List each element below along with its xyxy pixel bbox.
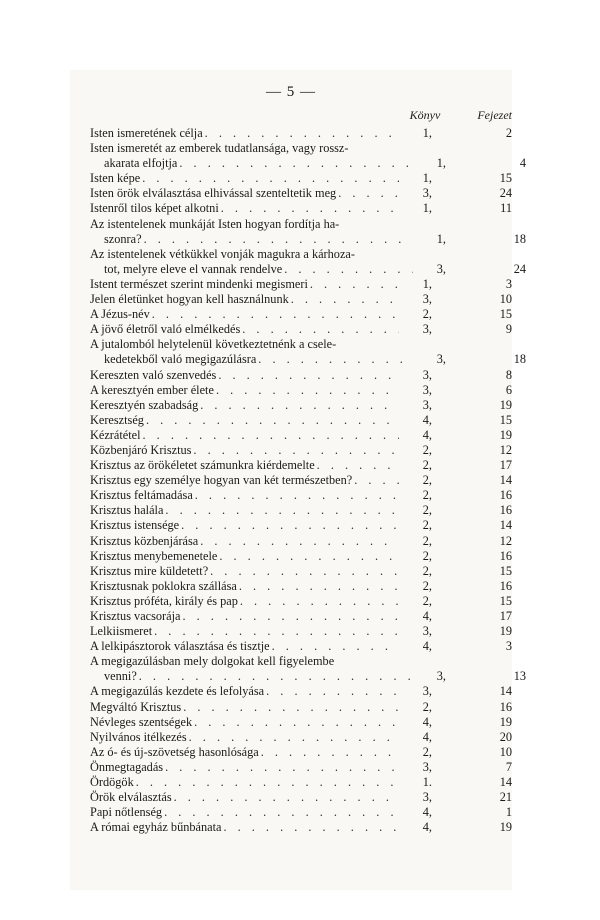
dot-leaders [242,322,399,337]
entry-book: 3, [436,669,446,684]
entry-title-line [90,292,512,307]
index-entry [90,126,512,141]
dot-leaders [291,292,399,307]
index-entry [90,413,512,428]
entry-title-line [90,126,512,141]
entry-chapter: 16 [499,488,512,503]
entry-title: Névleges szentségek [90,714,193,729]
entry-title: Lelkiismeret [90,624,153,639]
entry-title-line [90,428,512,443]
entry-book: 4, [422,427,432,442]
dot-leaders [354,473,399,488]
entry-chapter: 19 [499,714,512,729]
entry-title-line [90,715,512,730]
entry-title: Nyilvános itélkezés [90,729,187,744]
entry-chapter: 3 [505,639,512,654]
entry-book: 2, [422,458,432,473]
dot-leaders [239,579,399,594]
entry-title-line [90,383,512,398]
index-entry [90,715,512,730]
entry-book: 4, [422,412,432,427]
index-entry [90,473,512,488]
index-entry [90,775,512,790]
entry-title-line [90,700,512,715]
entry-chapter: 15 [499,412,512,427]
entry-title-line [90,171,512,186]
entry-title: Krisztus menybemenetele [90,548,218,563]
entry-chapter: 19 [499,427,512,442]
entry-title: Isten örök elválasztása elhivással szenteltetik meg [90,186,337,201]
entry-chapter: 19 [499,397,512,412]
index-entry [90,534,512,549]
index-entry [90,186,512,201]
entry-title: Krisztus istensége [90,518,180,533]
entry-book: 2, [422,744,432,759]
entry-title: Kereszten való szenvedés [90,367,217,382]
entry-title: tot, melyre eleve el vannak rendelve [104,261,283,276]
entry-chapter: 18 [513,231,526,246]
entry-book: 2, [422,307,432,322]
index-entry [90,503,512,518]
entry-title-continuation [90,156,526,171]
dot-leaders [152,307,399,322]
entry-title: Keresztség [90,412,144,427]
index-list [90,126,526,835]
index-entry [90,609,512,624]
entry-title-continuation [90,262,526,277]
entry-chapter: 15 [499,171,512,186]
entry-chapter: 21 [499,790,512,805]
entry-title-line [90,307,512,322]
entry-book: 4, [422,729,432,744]
entry-title-line [90,609,512,624]
entry-title: Isten képe [90,171,141,186]
entry-title: A keresztyén ember élete [90,382,214,397]
dot-leaders [218,368,399,383]
entry-book: 3, [436,261,446,276]
entry-book: 3, [422,367,432,382]
entry-title-line [90,473,512,488]
entry-title-line [90,247,512,262]
entry-chapter: 16 [499,548,512,563]
entry-title-line [90,398,512,413]
entry-book: 2, [422,533,432,548]
index-entry [90,292,512,307]
dot-leaders [193,443,399,458]
entry-chapter: 14 [499,775,512,790]
entry-book: 4, [422,805,432,820]
entry-title-line [90,217,512,232]
entry-title: Isten ismeretének célja [90,126,203,140]
entry-title-line [90,730,512,745]
entry-chapter: 16 [499,699,512,714]
entry-title: Krisztus egy személye hogyan van két természetben? [90,473,353,488]
dot-leaders [165,503,399,518]
dot-leaders [317,458,399,473]
entry-title-line [90,322,512,337]
entry-title-line [90,368,512,383]
entry-book: 3, [436,352,446,367]
dot-leaders [266,684,399,699]
entry-title-line [90,624,512,639]
index-entry [90,820,512,835]
entry-chapter: 19 [499,820,512,835]
entry-chapter: 15 [499,593,512,608]
entry-title-line [90,503,512,518]
entry-title-line [90,594,512,609]
entry-title-line [90,745,512,760]
entry-book: 4, [422,714,432,729]
entry-book: 3, [422,292,432,307]
entry-title: Megváltó Krisztus [90,699,182,714]
entry-chapter: 7 [505,759,512,774]
entry-chapter: 11 [500,201,512,216]
index-entry [90,745,512,760]
entry-book: 2, [422,442,432,457]
entry-chapter: 13 [513,669,526,684]
entry-book: 1, [436,231,446,246]
index-entry [90,700,512,715]
index-entry [90,277,512,292]
index-entry [90,458,512,473]
entry-chapter: 14 [499,473,512,488]
index-entry [90,171,512,186]
entry-chapter: 9 [505,322,512,337]
entry-chapter: 15 [499,563,512,578]
entry-title: Az istentelenek munkáját Isten hogyan fordítja ha- [90,216,340,231]
index-entry [90,654,526,684]
entry-title: Közbenjáró Krisztus [90,442,192,457]
entry-title: Krisztus az örökéletet számunkra kiérdemelte [90,458,315,473]
entry-book: 1, [422,276,432,291]
entry-book: 2, [422,548,432,563]
entry-title-line [90,277,512,292]
index-entry [90,368,512,383]
entry-title: A Jézus-név [90,307,150,322]
entry-chapter: 18 [513,352,526,367]
entry-chapter: 16 [499,578,512,593]
entry-title-line [90,488,512,503]
entry-title: Kézrátétel [90,427,141,442]
entry-book: 3, [422,759,432,774]
index-entry [90,428,512,443]
entry-title: Jelen életünket hogyan kell használnunk [90,292,289,307]
entry-title-line [90,534,512,549]
dot-leaders [338,186,399,201]
entry-title: venni? [104,669,137,684]
entry-chapter: 17 [499,609,512,623]
dot-leaders [189,730,399,745]
dot-leaders [179,156,413,171]
entry-title: Örök elválasztás [90,790,172,805]
dot-leaders [200,534,399,549]
entry-book: 2, [422,563,432,578]
entry-chapter: 2 [505,126,512,140]
entry-book: 3, [422,684,432,699]
entry-title-line [90,413,512,428]
dot-leaders [216,383,399,398]
entry-title-line [90,458,512,473]
entry-chapter: 1 [505,805,512,820]
dot-leaders [143,428,399,443]
index-entry [90,337,526,367]
entry-book: 2, [422,488,432,503]
dot-leaders [310,277,399,292]
entry-book: 2, [422,473,432,488]
index-entry [90,216,526,247]
index-entry [90,684,512,699]
index-entry [90,760,512,775]
dot-leaders [195,488,399,503]
dot-leaders [174,790,399,805]
index-entry [90,307,512,322]
entry-title-line [90,141,512,156]
entry-chapter: 17 [499,458,512,473]
column-header-book: Könyv [409,108,441,122]
entry-chapter: 19 [499,624,512,639]
dot-leaders [240,594,399,609]
dot-leaders [272,639,399,654]
dot-leaders [181,518,399,533]
entry-book: 2, [422,578,432,593]
entry-book: 1, [422,126,432,140]
entry-title: Krisztus vacsorája [90,609,181,623]
entry-title-continuation [90,232,526,247]
index-entry [90,201,512,216]
index-entry [90,141,526,171]
entry-title-line [90,579,512,594]
entry-book: 3, [422,624,432,639]
entry-book: 1, [422,201,432,216]
dot-leaders [164,805,399,820]
entry-title: akarata elfojtja [104,156,178,171]
index-entry [90,518,512,533]
dot-leaders [261,745,399,760]
entry-title: szonra? [104,231,142,246]
entry-title-line [90,820,512,835]
entry-title: Ördögök [90,775,134,790]
entry-chapter: 12 [499,442,512,457]
entry-title: Krisztus közbenjárása [90,533,199,548]
entry-title: Krisztus mire küldetett? [90,563,209,578]
book-page [70,70,526,890]
entry-title-line [90,201,512,216]
entry-book: 3, [422,790,432,805]
index-entry [90,322,512,337]
entry-chapter: 6 [505,382,512,397]
entry-title: Krisztusnak poklokra szállása [90,578,237,593]
entry-chapter: 10 [499,292,512,307]
dot-leaders [139,669,413,684]
dot-leaders [142,171,399,186]
entry-chapter: 14 [499,684,512,699]
entry-book: 2, [422,593,432,608]
index-entry [90,624,512,639]
entry-title: A megigazúlásban mely dolgokat kell figyelembe [90,654,335,669]
entry-title: Az ó- és új-szövetség hasonlósága [90,744,259,759]
entry-title: Krisztus feltámadása [90,488,193,503]
entry-title: kedetekből való megigazúlásra [104,352,257,367]
entry-title-line [90,775,512,790]
entry-title: A jövő életről való elmélkedés [90,322,241,337]
entry-chapter: 10 [499,744,512,759]
entry-title: Istenről tilos képet alkotni [90,201,219,216]
dot-leaders [210,564,399,579]
entry-book: 3, [422,322,432,337]
entry-title-line [90,654,512,669]
index-entry [90,383,512,398]
dot-leaders [165,760,399,775]
index-entry [90,579,512,594]
dot-leaders [221,201,399,216]
entry-chapter: 12 [499,533,512,548]
entry-chapter: 4 [519,156,526,171]
dot-leaders [200,398,399,413]
dot-leaders [194,715,399,730]
entry-book: 4, [422,820,432,835]
entry-title-line [90,186,512,201]
dot-leaders [284,262,413,277]
entry-book: 2, [422,518,432,533]
index-entry [90,594,512,609]
entry-book: 1. [422,775,432,790]
entry-title-line [90,790,512,805]
index-entry [90,549,512,564]
entry-book: 2, [422,699,432,714]
dot-leaders [136,775,399,790]
dot-leaders [183,609,400,624]
entry-book: 4, [422,639,432,654]
entry-chapter: 20 [499,729,512,744]
entry-chapter: 24 [513,261,526,276]
entry-title-continuation [90,352,526,367]
index-entry [90,730,512,745]
index-entry [90,805,512,820]
entry-title: Az istentelenek vétkükkel vonják magukra a kárhoza- [90,246,355,261]
dot-leaders [144,232,413,247]
entry-title-line [90,337,512,352]
entry-book: 3, [422,397,432,412]
index-entry [90,398,512,413]
entry-title-line [90,549,512,564]
entry-title-line [90,684,512,699]
entry-title-line [90,443,512,458]
entry-title-line [90,805,512,820]
dot-leaders [258,352,413,367]
entry-title-line [90,564,512,579]
entry-book: 3, [422,382,432,397]
index-entry [90,488,512,503]
entry-book: 1, [436,156,446,171]
entry-title: A megigazúlás kezdete és lefolyása [90,684,265,699]
dot-leaders [154,624,399,639]
index-entry [90,443,512,458]
entry-chapter: 8 [505,367,512,382]
index-entry [90,639,512,654]
entry-title: Isten ismeretét az emberek tudatlansága, vagy rossz- [90,141,349,156]
entry-title: A jutalomból helytelenül következtetnénk a csele- [90,337,337,352]
entry-title-line [90,639,512,654]
dot-leaders [219,549,399,564]
entry-chapter: 24 [499,186,512,201]
index-entry [90,246,526,277]
entry-title: Papi nőtlenség [90,805,163,820]
entry-title: Krisztus halála [90,503,164,518]
entry-title-line [90,760,512,775]
entry-title-continuation [90,669,526,684]
entry-chapter: 16 [499,503,512,518]
index-entry [90,790,512,805]
entry-title-line [90,518,512,533]
entry-book: 2, [422,503,432,518]
dot-leaders [146,413,399,428]
entry-title: A római egyház bűnbánata [90,820,222,835]
entry-title: Keresztyén szabadság [90,397,199,412]
entry-book: 3, [422,186,432,201]
entry-book: 4, [422,609,432,623]
dot-leaders [183,700,399,715]
entry-chapter: 14 [499,518,512,533]
entry-chapter: 15 [499,307,512,322]
entry-title: A lelkipásztorok választása és tisztje [90,639,270,654]
entry-title: Önmegtagadás [90,759,164,774]
index-entry [90,564,512,579]
entry-title: Istent természet szerint mindenki megismeri [90,276,308,291]
entry-title: Krisztus próféta, király és pap [90,593,238,608]
entry-chapter: 3 [505,276,512,291]
page-number: — 5 — [266,84,316,100]
dot-leaders [205,126,399,141]
entry-book: 1, [422,171,432,186]
dot-leaders [223,820,399,835]
column-header-chapter: Fejezet [477,108,512,122]
